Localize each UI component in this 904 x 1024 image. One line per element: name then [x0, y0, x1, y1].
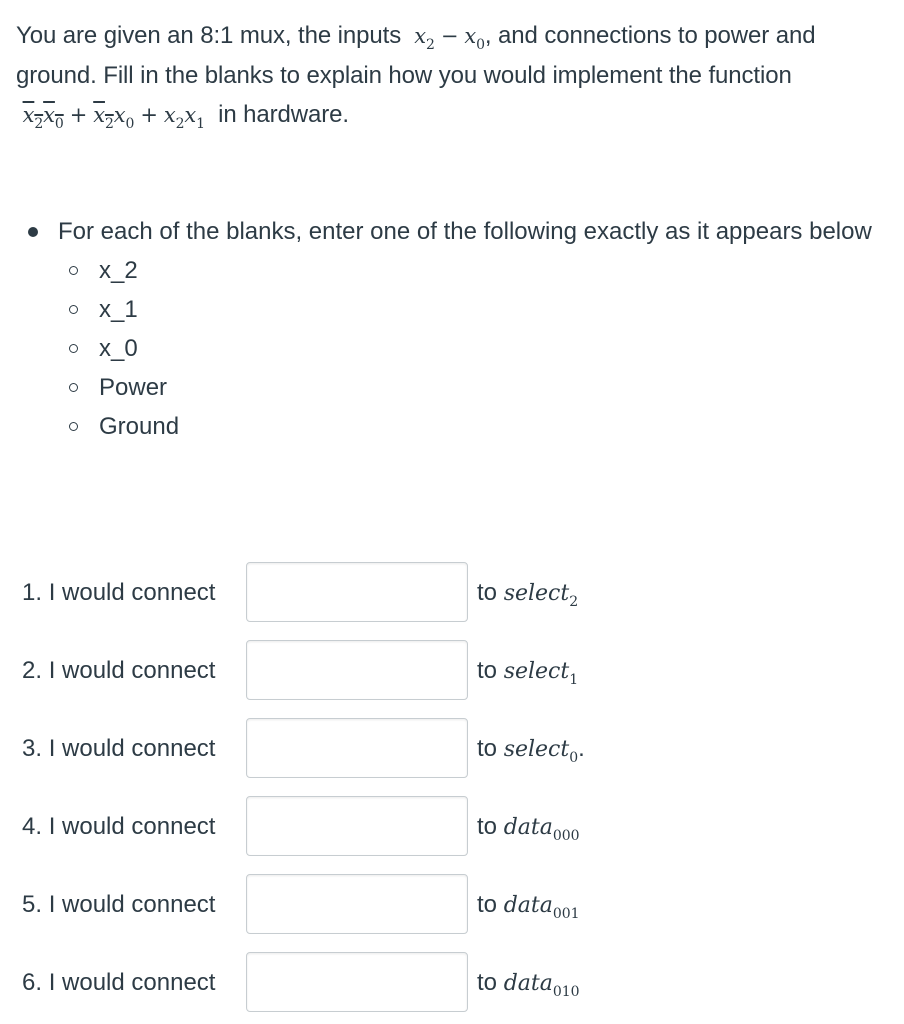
answer-input-3[interactable]	[246, 718, 468, 778]
question-label: 1. I would connect	[22, 579, 216, 606]
question-label: 2. I would connect	[22, 657, 216, 684]
question-label: 5. I would connect	[22, 891, 216, 918]
instruction-bullet: For each of the blanks, enter one of the following exactly as it appears below	[24, 212, 884, 251]
question-target: to data$_{001}$	[477, 891, 580, 922]
prompt-text-3: in hardware.	[218, 101, 349, 128]
blank-question-4	[0, 796, 904, 858]
question-target: to select$_0$.	[477, 735, 585, 766]
circle-bullet-icon	[69, 266, 78, 275]
question-label: 4. I would connect	[22, 813, 216, 840]
input-range-math: $x_2 - x_0$	[414, 24, 485, 53]
answer-input-4[interactable]	[246, 796, 468, 856]
allowed-answers-list	[24, 251, 884, 446]
bullet-icon	[28, 227, 38, 237]
circle-bullet-icon	[69, 305, 78, 314]
question-target: to data$_{000}$	[477, 813, 580, 844]
question-target: to select$_1$	[477, 657, 579, 688]
allowed-answer-item: x_2	[69, 251, 884, 290]
question-label: 6. I would connect	[22, 969, 216, 996]
answer-input-2[interactable]	[246, 640, 468, 700]
allowed-answer-item: Ground	[69, 407, 884, 446]
question-target: to select$_2$	[477, 579, 579, 610]
answer-input-1[interactable]	[246, 562, 468, 622]
question-label: 3. I would connect	[22, 735, 216, 762]
circle-bullet-icon	[69, 344, 78, 353]
answer-input-5[interactable]	[246, 874, 468, 934]
question-target: to data$_{010}$	[477, 969, 580, 1000]
blank-question-2	[0, 640, 904, 702]
blank-question-3	[0, 718, 904, 780]
prompt-text-1: You are given an 8:1 mux, the inputs	[16, 22, 402, 49]
prompt-text-2: , and connections to power and ground. Fill in the blanks to explain how you would implement the function	[16, 22, 816, 89]
allowed-answer-item: x_1	[69, 290, 884, 329]
question-prompt	[16, 16, 876, 135]
allowed-answer-item: Power	[69, 368, 884, 407]
blank-question-6	[0, 952, 904, 1014]
blank-question-1	[0, 562, 904, 624]
blank-question-5	[0, 874, 904, 936]
answer-instructions	[24, 212, 884, 446]
function-expression: $x_2x_0 + x_2x_0 + x_2x_1$	[22, 103, 205, 132]
circle-bullet-icon	[69, 383, 78, 392]
answer-input-6[interactable]	[246, 952, 468, 1012]
allowed-answer-item: x_0	[69, 329, 884, 368]
circle-bullet-icon	[69, 422, 78, 431]
